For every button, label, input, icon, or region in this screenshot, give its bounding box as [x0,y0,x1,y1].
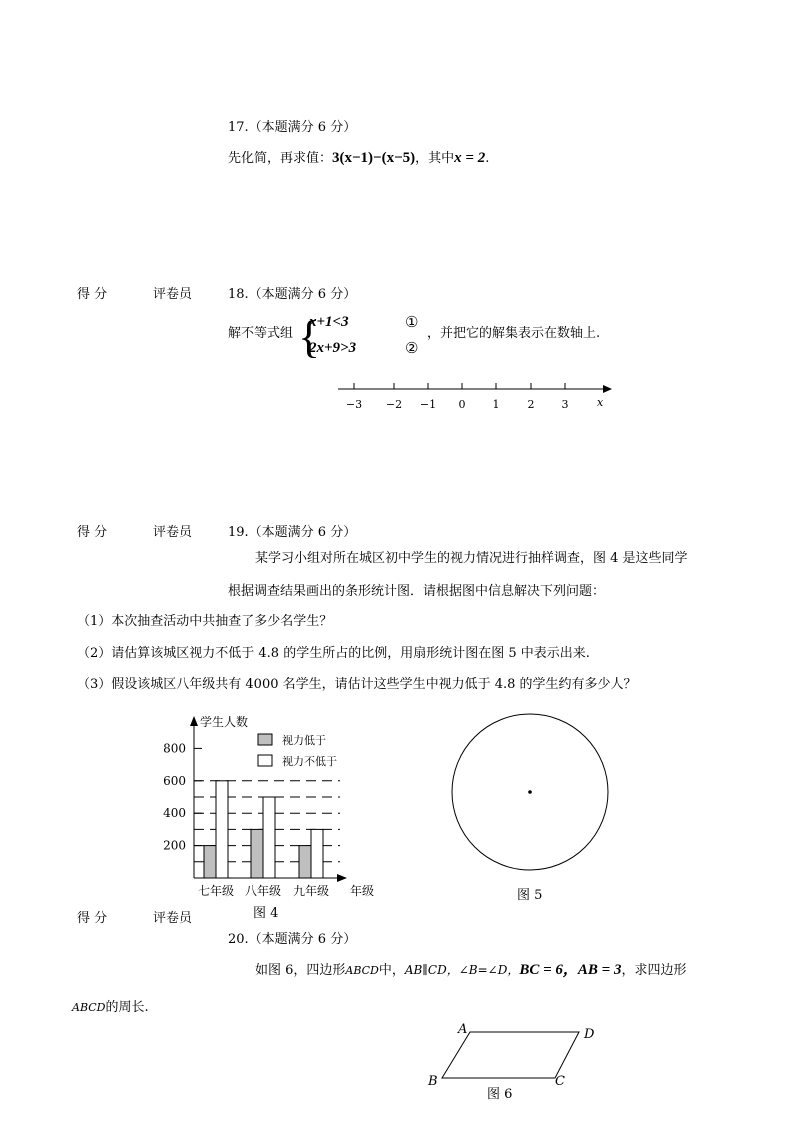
q20-parallel: AB∥CD，∠B=∠D， [404,963,520,977]
number-line-tick-label: 2 [527,398,535,411]
q18-inequality-2: 2x+9>3 [309,340,357,356]
q17-expression: 3(x−1)−(x−5) [332,150,416,166]
number-line-tick-label: 3 [561,398,569,411]
q17-condition: x = 2 [454,150,486,166]
q17-middle: ，其中 [415,151,455,166]
q18-title: 18.（本题满分 6 分） [228,287,357,302]
q19-title: 19.（本题满分 6 分） [228,525,357,540]
chart-y-tick-label: 400 [163,806,186,821]
q18-mark-1: ① [405,313,419,331]
vertex-label-a: A [458,1022,468,1037]
q20-line1-mid: 中， [378,963,405,978]
q19-sub-3: （3）假设该城区八年级共有 4000 名学生，请估计这些学生中视力低于 4.8 的学生约有多少人？ [77,677,637,692]
q19-intro-line-2: 根据调查结果画出的条形统计图．请根据图中信息解决下列问题： [228,584,606,599]
q20-title: 20.（本题满分 6 分） [228,932,357,947]
fig5-caption: 图 5 [517,888,543,903]
q20-line2-rest: 的周长. [105,1000,149,1015]
grader-label-3: 评卷员 [153,911,193,926]
q18-suffix: ，并把它的解集表示在数轴上. [427,326,601,341]
score-label-2: 得 分 [77,525,108,540]
number-line-tick-label: 0 [458,398,466,411]
chart-x-label: 年级 [350,884,375,898]
vertex-label-b: B [428,1074,438,1089]
legend-label-below: 视力低于 [282,734,326,747]
q18-prefix: 解不等式组 [228,326,294,341]
vertex-label-c: C [555,1074,565,1089]
parallelogram-abcd [442,1032,579,1078]
score-label-3: 得 分 [77,911,108,926]
q20-quad-name: ABCD [345,964,379,977]
grader-label-2: 评卷员 [153,525,193,540]
number-line-tick-label: −3 [345,398,363,411]
q18-inequality-1: x+1<3 [309,314,349,330]
chart-category-label: 八年级 [244,884,282,898]
score-label-1: 得 分 [77,287,108,302]
number-line-tick-label: 1 [492,398,500,411]
chart-category-label: 九年级 [292,884,330,898]
chart-category-label: 七年级 [197,884,235,898]
q19-sub-1: （1）本次抽查活动中共抽查了多少名学生？ [77,614,333,629]
q20-quad-name-2: ABCD [72,1001,106,1014]
number-line-variable: x [597,396,604,409]
vertex-label-d: D [584,1027,595,1042]
q17-prefix: 先化简，再求值： [228,151,333,166]
chart-y-tick-label: 200 [163,838,186,853]
chart-y-tick-label: 600 [163,773,186,788]
number-line-tick-label: −1 [419,398,437,411]
number-line-tick-label: −2 [385,398,403,411]
q17-title: 17.（本题满分 6 分） [228,120,357,135]
q19-sub-2: （2）请估算该城区视力不低于 4.8 的学生所占的比例，用扇形统计图在图 5 中表示出来. [77,646,590,661]
system-brace: { [298,311,321,362]
chart-y-tick-label: 800 [163,741,186,756]
chart-y-label: 学生人数 [200,715,249,729]
grader-label-1: 评卷员 [153,287,193,302]
q20-line1-pre: 如图 6，四边形 [255,963,346,978]
fig6-caption: 图 6 [487,1087,513,1102]
q19-intro-line-1: 某学习小组对所在城区初中学生的视力情况进行抽样调查，图 4 是这些同学 [255,551,688,566]
q17-end: . [485,151,490,166]
q18-mark-2: ② [405,339,419,357]
q20-line1-post: ，求四边形 [621,963,687,978]
q20-given: BC = 6，AB = 3 [519,962,622,978]
fig4-caption: 图 4 [253,906,279,921]
legend-label-not-below: 视力不低于 [282,755,337,768]
